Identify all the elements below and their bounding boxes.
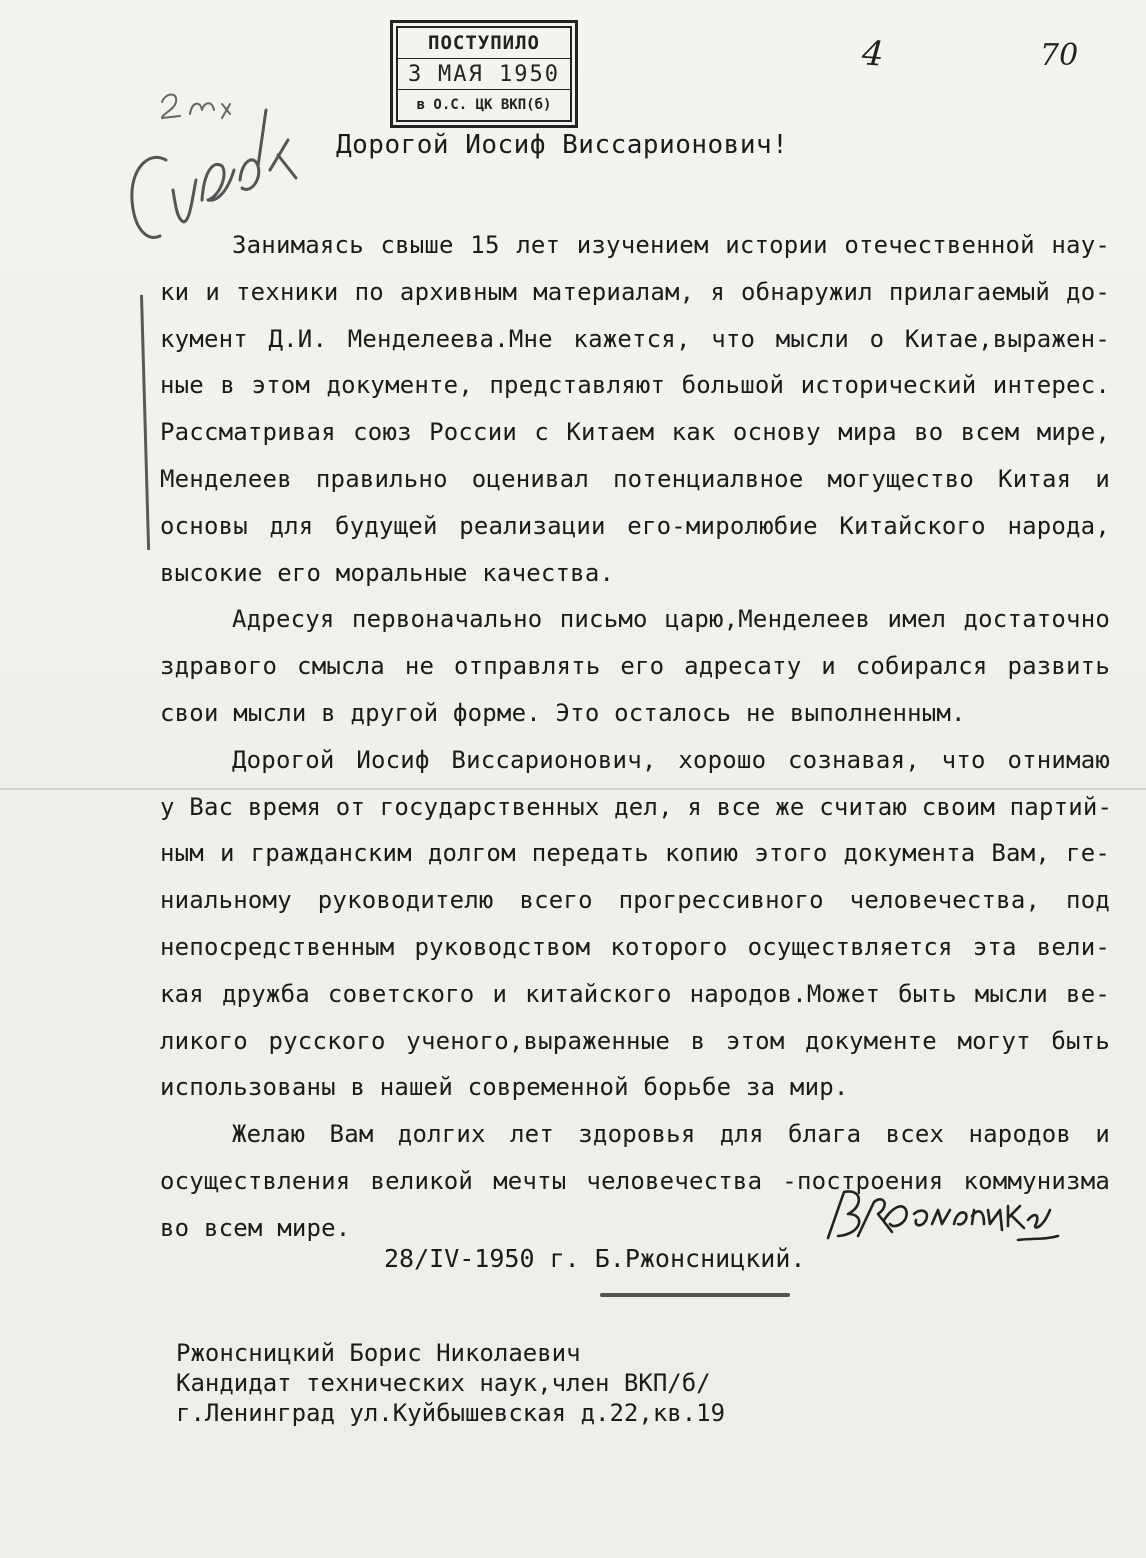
margin-sidebar-mark [140, 295, 150, 550]
paragraph-3 [160, 737, 1113, 1111]
text-line: ным и гражданским долгом передать копию этого документа Вам, ге- [160, 839, 1110, 868]
stamp-month-year: МАЯ 1950 [438, 61, 560, 87]
sender-title: Кандидат технических наук,член ВКП/б/ [176, 1369, 711, 1397]
text-line: здравого смысла не отправлять его адресату и собирался развить [160, 652, 1110, 681]
text-line: ниальному руководителю всего прогрессивного человечества, под [160, 886, 1110, 915]
sender-address: г.Ленинград ул.Куйбышевская д.22,кв.19 [176, 1399, 726, 1427]
salutation: Дорогой Иосиф Виссарионович! [336, 130, 789, 160]
text-line: осуществления великой мечты человечества -построения коммунизма [160, 1166, 1110, 1195]
text-line: Дорогой Иосиф Виссарионович, хорошо сознавая, что отнимаю [232, 745, 1110, 774]
text-line: свои мысли в другой форме. Это осталось не выполненным. [160, 698, 966, 727]
stamp-date [398, 59, 570, 90]
date-and-name-line: 28/IV-1950 г. Б.Ржонсницкий. [384, 1244, 806, 1273]
stamp-office: в О.С. ЦК ВКП(б) [416, 97, 552, 113]
text-line: Адресуя первоначально письмо царю,Менделеев имел достаточно [232, 605, 1110, 634]
name-underline-mark [600, 1293, 790, 1297]
text-line: основы для будущей реализации его-миролюбие Китайского народа, [160, 511, 1110, 540]
text-line: ные в этом документе, представляют большой исторический интерес. [160, 371, 1110, 400]
text-line: у Вас время от государственных дел, я все же считаю своим партий- [160, 792, 1113, 821]
text-line: кая дружба советского и китайского народов.Может быть мысли ве- [160, 979, 1110, 1008]
text-line: непосредственным руководством которого осуществляется эта вели- [160, 932, 1110, 961]
received-stamp [390, 20, 578, 128]
sender-name: Ржонсницкий Борис Николаевич [176, 1339, 581, 1367]
handwritten-page-number: 4 [860, 33, 886, 75]
paragraph-2 [160, 596, 1110, 736]
text-line: высокие его моральные качества. [160, 558, 615, 587]
text-line: ки и техники по архивным материалам, я обнаружил прилагаемый до- [160, 277, 1110, 306]
text-line: использованы в нашей современной борьбе за мир. [160, 1073, 849, 1102]
stamp-received-label: ПОСТУПИЛО [398, 28, 570, 59]
text-line: Рассматривая союз России с Китаем как основу мира во всем мире, [160, 418, 1110, 447]
text-line: Желаю Вам долгих лет здоровья для блага всех народов и [232, 1120, 1110, 1149]
stamp-frame [396, 26, 572, 122]
paragraph-1 [160, 222, 1110, 596]
handwritten-signature [822, 1180, 1062, 1250]
text-line: Менделеев правильно оценивал потенциалвное могущество Китая и [160, 464, 1110, 493]
sender-info [176, 1338, 725, 1428]
letter-body [160, 222, 1113, 1252]
text-line: во всем мире. [160, 1213, 351, 1242]
text-line: Занимаясь свыше 15 лет изучением истории отечественной нау- [232, 231, 1110, 259]
stamp-day: 3 [408, 61, 424, 87]
archive-page-number: 70 [1040, 38, 1079, 73]
text-line: кумент Д.И. Менделеева.Мне кажется, что мысли о Китае,выражен- [160, 324, 1110, 353]
text-line: ликого русского ученого,выраженные в этом документе могут быть [160, 1026, 1110, 1055]
